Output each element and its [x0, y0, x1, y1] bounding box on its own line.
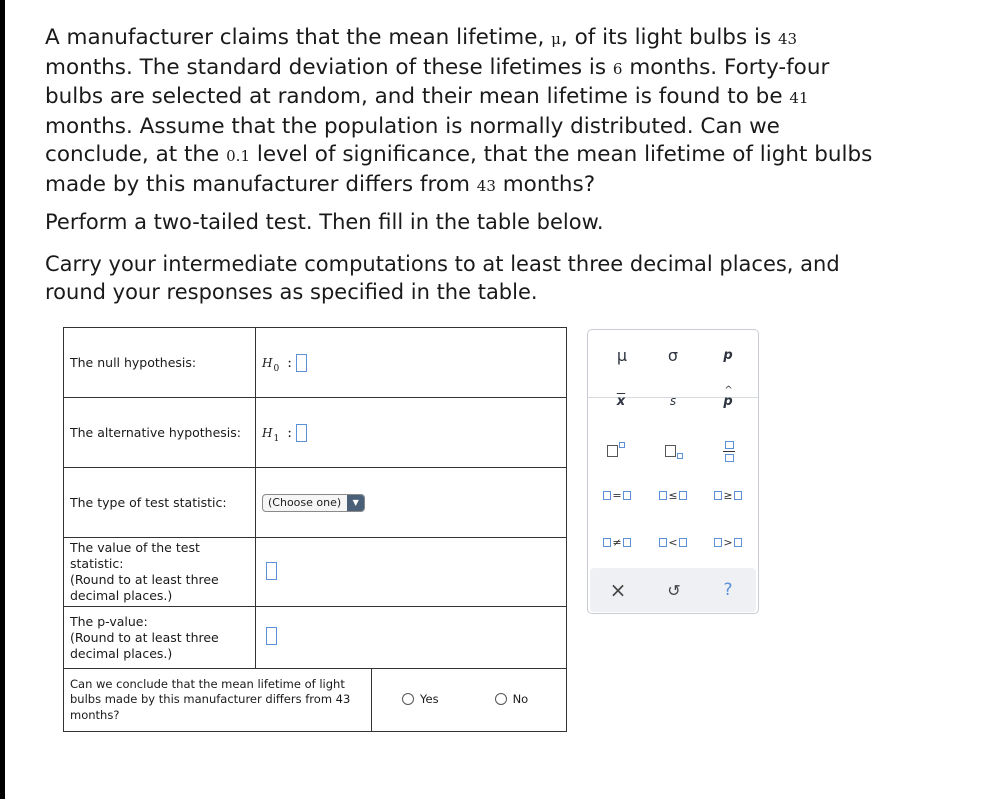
clear-icon[interactable]: ×: [609, 578, 627, 602]
answer-table: [63, 327, 567, 732]
instruction-rounding: Carry your intermediate computations to at least three decimal places, and round your responses as specified in the table.: [45, 252, 840, 304]
table-row: [64, 398, 567, 468]
alt-hypothesis-cell: [256, 398, 567, 468]
s-symbol-button[interactable]: s: [669, 394, 677, 408]
less-equal-button[interactable]: ≤: [645, 482, 701, 508]
subscript-button[interactable]: [646, 438, 702, 464]
alt-hypothesis-input[interactable]: [296, 424, 307, 442]
undo-icon[interactable]: ↺: [667, 580, 681, 600]
greater-equal-button[interactable]: ≥: [700, 482, 756, 508]
table-row: [64, 328, 567, 398]
null-hypothesis-input[interactable]: [296, 354, 307, 372]
symbol-palette: [587, 329, 759, 614]
radio-no[interactable]: No: [495, 692, 529, 706]
x-bar-symbol-button[interactable]: $\overline{x}$: [616, 393, 626, 409]
null-hypothesis-cell: [256, 328, 567, 398]
test-statistic-type-dropdown[interactable]: (Choose one) ▼: [262, 494, 365, 512]
null-hypothesis-label: The null hypothesis:: [64, 328, 256, 398]
instruction-test-type: Perform a two-tailed test. Then fill in the table below.: [45, 210, 604, 234]
conclusion-options: [372, 669, 567, 732]
mu-symbol-button[interactable]: μ: [616, 345, 628, 365]
help-icon[interactable]: ?: [723, 580, 733, 600]
p-hat-symbol-button[interactable]: ^ p: [723, 384, 733, 409]
base-box-icon: [665, 445, 676, 457]
dropdown-arrow-icon: ▼: [347, 495, 364, 511]
conclusion-question: Can we conclude that the mean lifetime of light bulbs made by this manufacturer differs from 43 months?: [64, 669, 372, 732]
p-value-input[interactable]: [266, 627, 277, 645]
fraction-button[interactable]: [701, 438, 757, 464]
question-text: A manufacturer claims that the mean lifetime, μ, of its light bulbs is 43 months. The standard deviation of these lifetimes is 6 months. Forty-four bulbs are selected at random, and their mean lifetime is found to be 41 months. Assume that the population is normally distributed. Can we conclude, at the 0.1 level of significance, that the mean lifetime of light bulbs made by this manufacturer differs from 43 months?: [45, 25, 873, 197]
test-statistic-value-label: The value of the test statistic: (Round to at least three decimal places.): [64, 538, 256, 607]
superscript-box-icon: [619, 442, 625, 448]
superscript-button[interactable]: [588, 438, 644, 464]
p-value-cell: [256, 607, 567, 669]
fraction-icon: [723, 441, 735, 462]
table-row: [64, 538, 567, 607]
sigma-symbol-button[interactable]: σ: [667, 345, 679, 365]
table-row: [64, 468, 567, 538]
window-edge: [0, 0, 5, 799]
palette-footer: [590, 568, 756, 612]
test-statistic-type-label: The type of test statistic:: [64, 468, 256, 538]
base-box-icon: [607, 445, 618, 457]
radio-circle-icon: [495, 693, 507, 705]
p-symbol-button[interactable]: p: [723, 347, 733, 363]
hat-icon: ^: [724, 384, 733, 396]
table-row: [64, 669, 567, 732]
alt-hypothesis-expression: H 1 :: [262, 424, 307, 442]
null-hypothesis-expression: H 0 :: [262, 354, 307, 372]
alt-hypothesis-label: The alternative hypothesis:: [64, 398, 256, 468]
equals-button[interactable]: =: [589, 482, 645, 508]
p-value-label: The p-value: (Round to at least three decimal places.): [64, 607, 256, 669]
table-row: [64, 607, 567, 669]
greater-than-button[interactable]: >: [700, 529, 756, 555]
radio-yes[interactable]: Yes: [402, 692, 439, 706]
subscript-box-icon: [677, 453, 683, 459]
test-statistic-value-input[interactable]: [266, 562, 277, 580]
test-statistic-type-cell: [256, 468, 567, 538]
less-than-button[interactable]: <: [645, 529, 701, 555]
test-statistic-value-cell: [256, 538, 567, 607]
radio-circle-icon: [402, 693, 414, 705]
not-equal-button[interactable]: ≠: [589, 529, 645, 555]
